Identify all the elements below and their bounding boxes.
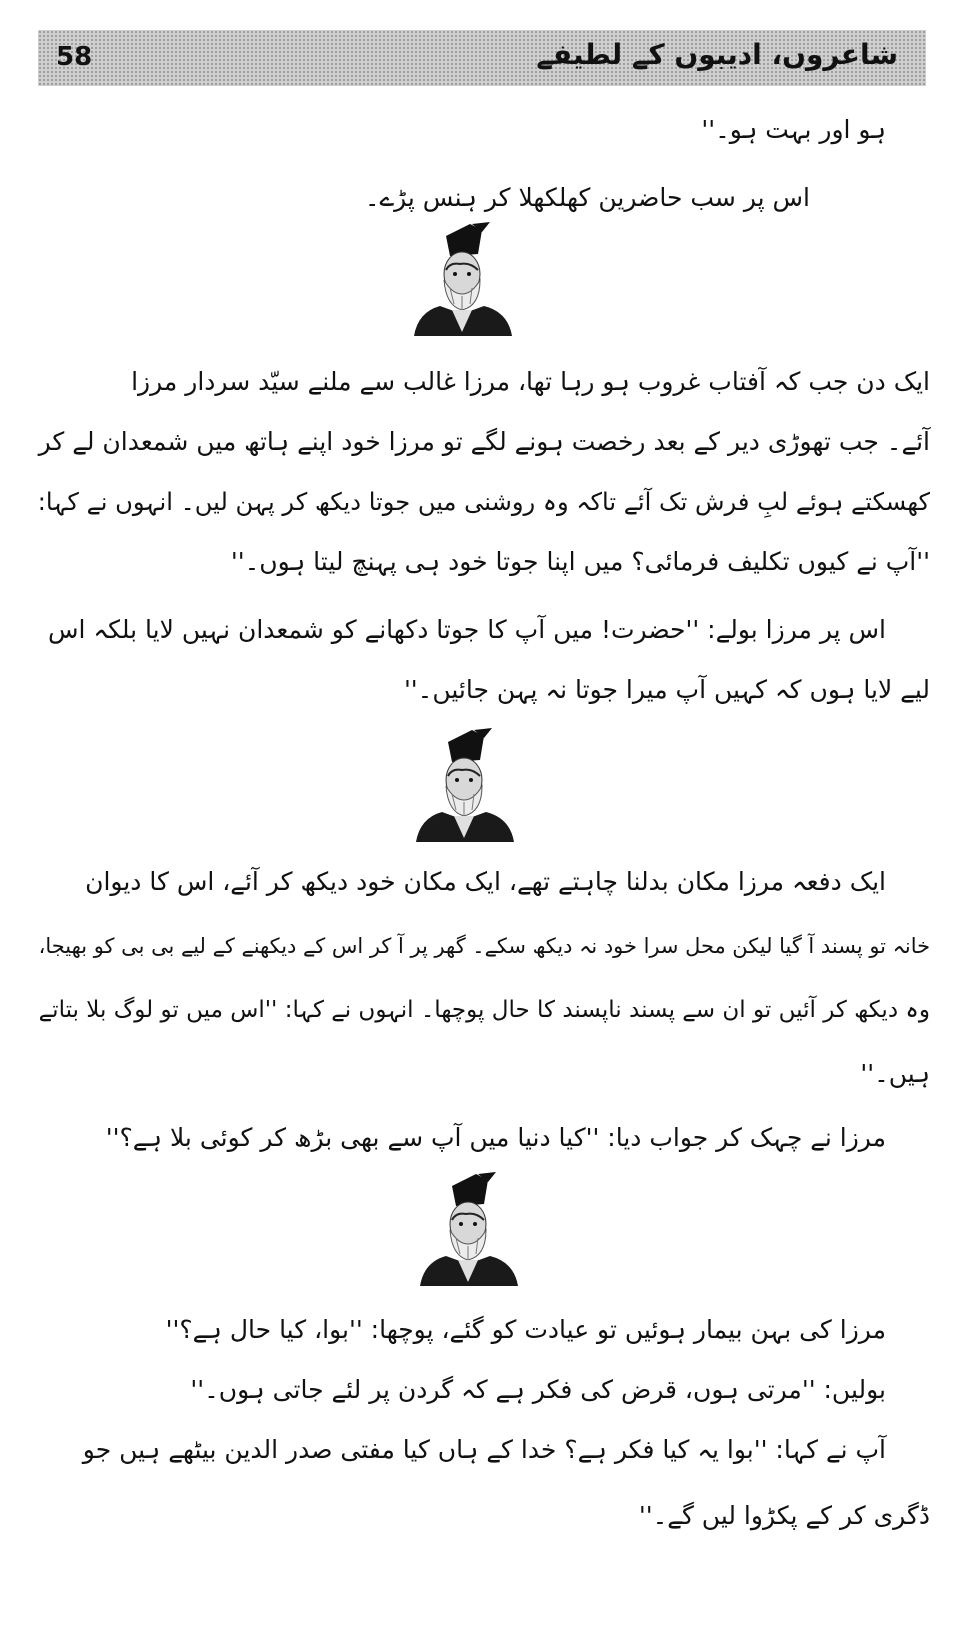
text-line: ہو اور بہت ہو۔'' [701, 115, 886, 144]
ghalib-portrait-icon [410, 220, 514, 336]
ghalib-portrait-icon [412, 726, 516, 842]
text-line: ایک دفعہ مرزا مکان بدلنا چاہتے تھے، ایک مکان خود دیکھ کر آئے، اس کا دیوان [85, 867, 886, 896]
text-line: بولیں: ''مرتی ہوں، قرض کی فکر ہے کہ گردن پر لئے جاتی ہوں۔'' [190, 1375, 886, 1404]
text-line: آپ نے کہا: ''بوا یہ کیا فکر ہے؟ خدا کے ہاں کیا مفتی صدر الدین بیٹھے ہیں جو [82, 1435, 886, 1464]
text-line: مرزا نے چہک کر جواب دیا: ''کیا دنیا میں آپ سے بھی بڑھ کر کوئی بلا ہے؟'' [105, 1123, 886, 1152]
text-line: ڈگری کر کے پکڑوا لیں گے۔'' [638, 1501, 930, 1530]
text-line: ایک دن جب کہ آفتاب غروب ہو رہا تھا، مرزا غالب سے ملنے سیّد سردار مرزا [131, 367, 930, 396]
text-line: وہ دیکھ کر آئیں تو ان سے پسند ناپسند کا حال پوچھا۔ انہوں نے کہا: ''اس میں تو لوگ بلا بتاتے [38, 997, 930, 1023]
text-line: خانہ تو پسند آ گیا لیکن محل سرا خود نہ دیکھ سکے۔ گھر پر آ کر اس کے دیکھنے کے لیے بی بی کو بھیجا، [38, 934, 930, 958]
text-line: کھسکتے ہوئے لبِ فرش تک آئے تاکہ وہ روشنی میں جوتا دیکھ کر پہن لیں۔ انہوں نے کہا: [37, 488, 930, 516]
text-line: آئے۔ جب تھوڑی دیر کے بعد رخصت ہونے لگے تو مرزا خود اپنے ہاتھ میں شمعدان لے کر [38, 427, 930, 456]
text-line: ''آپ نے کیوں تکلیف فرمائی؟ میں اپنا جوتا خود ہی پہنچ لیتا ہوں۔'' [230, 547, 930, 576]
text-line: مرزا کی بہن بیمار ہوئیں تو عیادت کو گئے، پوچھا: ''بوا، کیا حال ہے؟'' [165, 1315, 886, 1344]
text-line: لیے لایا ہوں کہ کہیں آپ میرا جوتا نہ پہن جائیں۔'' [403, 675, 930, 704]
text-line: ہیں۔'' [860, 1059, 930, 1088]
ghalib-portrait-icon [416, 1170, 520, 1286]
page-header [38, 30, 926, 86]
page-number: 58 [56, 42, 93, 72]
text-line: اس پر سب حاضرین کھلکھلا کر ہنس پڑے۔ [364, 183, 810, 212]
book-title: شاعروں، ادیبوں کے لطیفے [536, 38, 898, 71]
text-line: اس پر مرزا بولے: ''حضرت! میں آپ کا جوتا دکھانے کو شمعدان نہیں لایا بلکہ اس [48, 615, 886, 644]
